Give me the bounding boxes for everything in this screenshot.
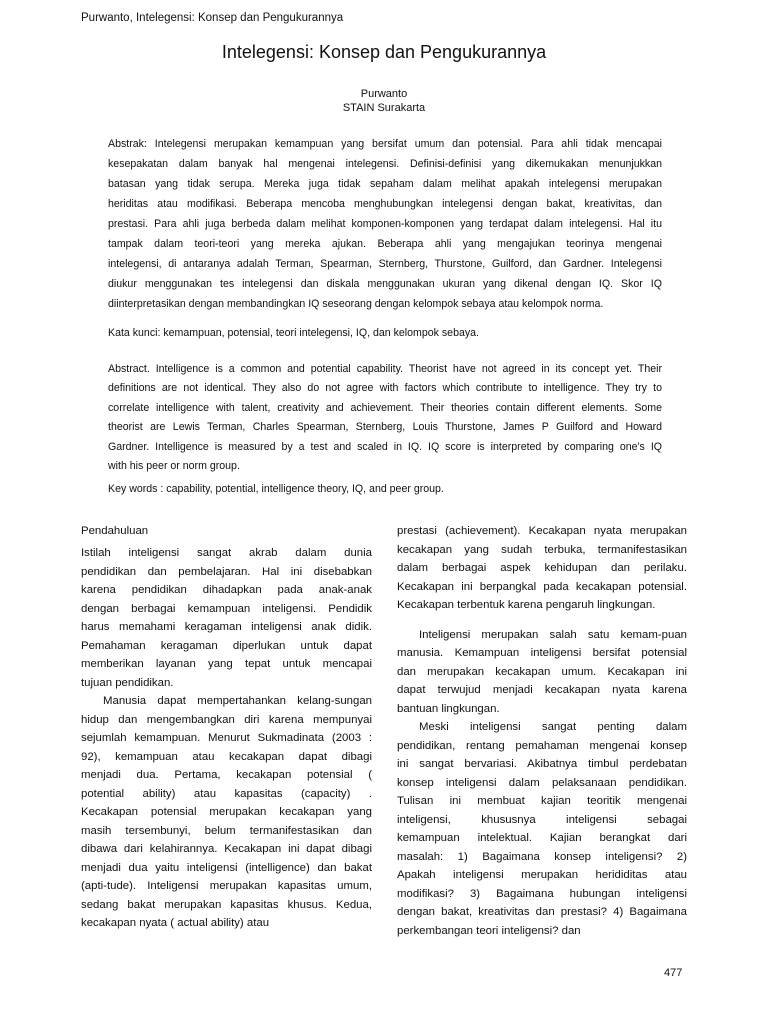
section-heading: Pendahuluan: [81, 525, 149, 537]
abstract-en-line: correlate intelligence with talent, creativity and achievement. Their theories contain different elements. Some: [108, 401, 662, 414]
abstract-en-line: definitions are not identical. They also do not agree with factors which contribute to intelligence. They try to: [108, 382, 662, 395]
body-line: masalah: 1) Bagaimana konsep inteligensi? 2): [397, 850, 687, 863]
body-line: menjadi dua yaitu inteligensi (intelligence) dan bakat: [81, 861, 372, 874]
body-line: 92), kemampuan atau kecakapan dapat dibagi: [81, 750, 372, 763]
body-line: kecakapan yang sudah terbuka, termanifestasikan: [397, 543, 687, 556]
body-line: Kecakapan potensial merupakan kecakapan yang: [81, 806, 372, 818]
abstract-id-line: kesepakatan dalam banyak hal mengenai intelegensi. Definisi-definisi yang dikemukakan menunjukkan: [108, 158, 662, 170]
body-line: dan merupakan kecakapan umum. Kecakapan ini: [397, 665, 687, 678]
body-line: pendidikan dan pembelajaran. Hal ini disebabkan: [81, 565, 372, 578]
body-line: sejumlah kemampuan. Menurut Sukmadinata (2003 :: [81, 732, 372, 744]
running-head: Purwanto, Intelegensi: Konsep dan Pengukurannya: [81, 12, 344, 24]
abstract-id-line: heriditas atau modifikasi. Beberapa mencoba menghubungkan intelegensi dengan bakat, kreativitas, dan: [108, 198, 662, 210]
abstract-id-line: diinterpretasikan dengan membandingkan IQ seseorang dengan kelompok sebaya atau kelompok norma.: [108, 298, 604, 310]
body-line: Pemahaman keragaman diperlukan untuk dapat: [81, 639, 372, 652]
body-line: hidup dan mengembangkan diri karena mempunyai: [81, 713, 372, 726]
body-column-left: [81, 522, 372, 933]
body-line: potential ability) atau kapasitas (capacity) .: [81, 787, 372, 800]
body-line: dibawa dari kelahirannya. Kecakapan ini dapat dibagi: [81, 843, 372, 855]
body-line: perkembangan teori inteligensi? dan: [397, 924, 581, 937]
body-line: Inteligensi merupakan salah satu kemam-puan: [419, 628, 687, 641]
paper-title: Intelegensi: Konsep dan Pengukurannya: [221, 42, 547, 62]
body-line: memberikan layanan yang tepat untuk mencapai: [81, 658, 372, 670]
body-line: masih tersembunyi, belum termanifestasikan dan: [81, 824, 372, 837]
abstract-en-line: Gardner. Intelligence is measured by a test and scaled in IQ. IQ score is interpreted by comparing one's IQ: [108, 440, 662, 453]
page-number: 477: [664, 967, 683, 979]
abstract-en-line: with his peer or norm group.: [108, 459, 240, 472]
body-line: dengan bakat, kreativitas dan prestasi? 4) Bagaimana: [397, 906, 687, 918]
body-line: Meski inteligensi sangat penting dalam: [419, 721, 687, 733]
keywords-english: [108, 479, 662, 499]
abstract-indonesian: [108, 134, 662, 314]
body-line: bantuan lingkungan.: [397, 702, 500, 715]
body-line: dapat terwujud menjadi kecakapan nyata karena: [397, 684, 687, 696]
body-line: ini sangat bervariasi. Akibatnya timbul perdebatan: [397, 758, 687, 770]
author-block: [0, 87, 768, 115]
body-line: tujuan pendidikan.: [81, 676, 174, 689]
abstract-id-line: intelegensi, di antaranya adalah Terman, Spearman, Sternberg, Thurstone, Guilford, dan Gardner. Intelegensi: [108, 258, 662, 270]
paragraph-gap: [397, 615, 687, 626]
body-line: inteligensi, khususnya inteligensi sebagai: [397, 813, 687, 826]
abstract-id-line: diukur menggunakan tes intelegensi dan diskala menggunakan ukuran yang dikenal dengan IQ. Skor IQ: [108, 278, 662, 290]
keywords-en-text: Key words : capability, potential, intelligence theory, IQ, and peer group.: [108, 483, 444, 495]
abstract-english: [108, 360, 662, 476]
body-line: Apakah inteligensi merupakan herididitas atau: [397, 869, 687, 881]
author-affiliation: STAIN Surakarta: [342, 102, 426, 114]
body-line: sedang bakat merupakan kapasitas khusus. Kedua,: [81, 898, 372, 911]
abstract-id-line: Abstrak: Intelegensi merupakan kemampuan yang bersifat umum dan potensial. Para ahli tidak mencapai: [108, 138, 662, 150]
body-line: kemampuan intelektual. Kajian berangkat dari: [397, 832, 687, 844]
body-line: modifikasi? 3) Bagaimana hubungan inteligensi: [397, 887, 687, 900]
keywords-indonesian: [108, 323, 662, 343]
body-line: konsep inteligensi dalam pelaksanaan pendidikan.: [397, 776, 687, 789]
body-line: pendidikan, rentang pemahaman mengenai konsep: [397, 739, 687, 752]
abstract-id-line: tampak dalam teori-teori yang mereka ajukan. Beberapa ahli yang mengajukan teorinya mengenai: [108, 238, 662, 250]
body-line: Istilah inteligensi sangat akrab dalam dunia: [81, 547, 372, 559]
body-line: Kecakapan terbentuk karena pengaruh lingkungan.: [397, 599, 656, 611]
body-line: (apti-tude). Inteligensi merupakan kapasitas umum,: [81, 880, 372, 892]
body-column-right: [397, 522, 687, 940]
body-line: Manusia dapat mempertahankan kelang-sungan: [103, 695, 372, 707]
body-line: Kecakapan ini berpangkal pada kecakapan potensial.: [397, 580, 687, 593]
abstract-id-line: batasan yang tidak serupa. Mereka juga tidak sepaham dalam melihat apakah intelegensi merupakan: [108, 178, 662, 190]
body-line: Tulisan ini membuat kajian teoritik mengenai: [397, 795, 687, 807]
abstract-id-line: prestasi. Para ahli juga berbeda dalam melihat komponen-komponen yang terdapat dalam intelegensi. Hal itu: [108, 218, 662, 230]
keywords-id-text: Kata kunci: kemampuan, potensial, teori intelegensi, IQ, dan kelompok sebaya.: [108, 327, 479, 339]
body-line: dalam berbagai aspek kehidupan dan perilaku.: [397, 562, 687, 574]
abstract-en-line: theorist are Lewis Terman, Charles Spearman, Sternberg, Louis Thurstone, James P Guilford and Howard: [108, 421, 662, 434]
body-line: kecakapan nyata ( actual ability) atau: [81, 917, 270, 929]
body-line: karena pendidikan dihadapkan pada anak-anak: [81, 584, 372, 596]
abstract-en-line: Abstract. Intelligence is a common and potential capability. Theorist have not agreed in its concept yet. Their: [108, 363, 662, 375]
body-line: menjadi dua. Pertama, kecakapan potensial (: [81, 769, 372, 781]
author-name: Purwanto: [360, 88, 408, 100]
body-line: prestasi (achievement). Kecakapan nyata merupakan: [397, 525, 687, 537]
body-line: dengan berbagai kemampuan inteligensi. Pendidik: [81, 602, 372, 615]
body-line: manusia. Kemampuan inteligensi bersifat potensial: [397, 647, 687, 659]
body-line: harus memahami keragaman inteligensi anak didik.: [81, 621, 372, 633]
